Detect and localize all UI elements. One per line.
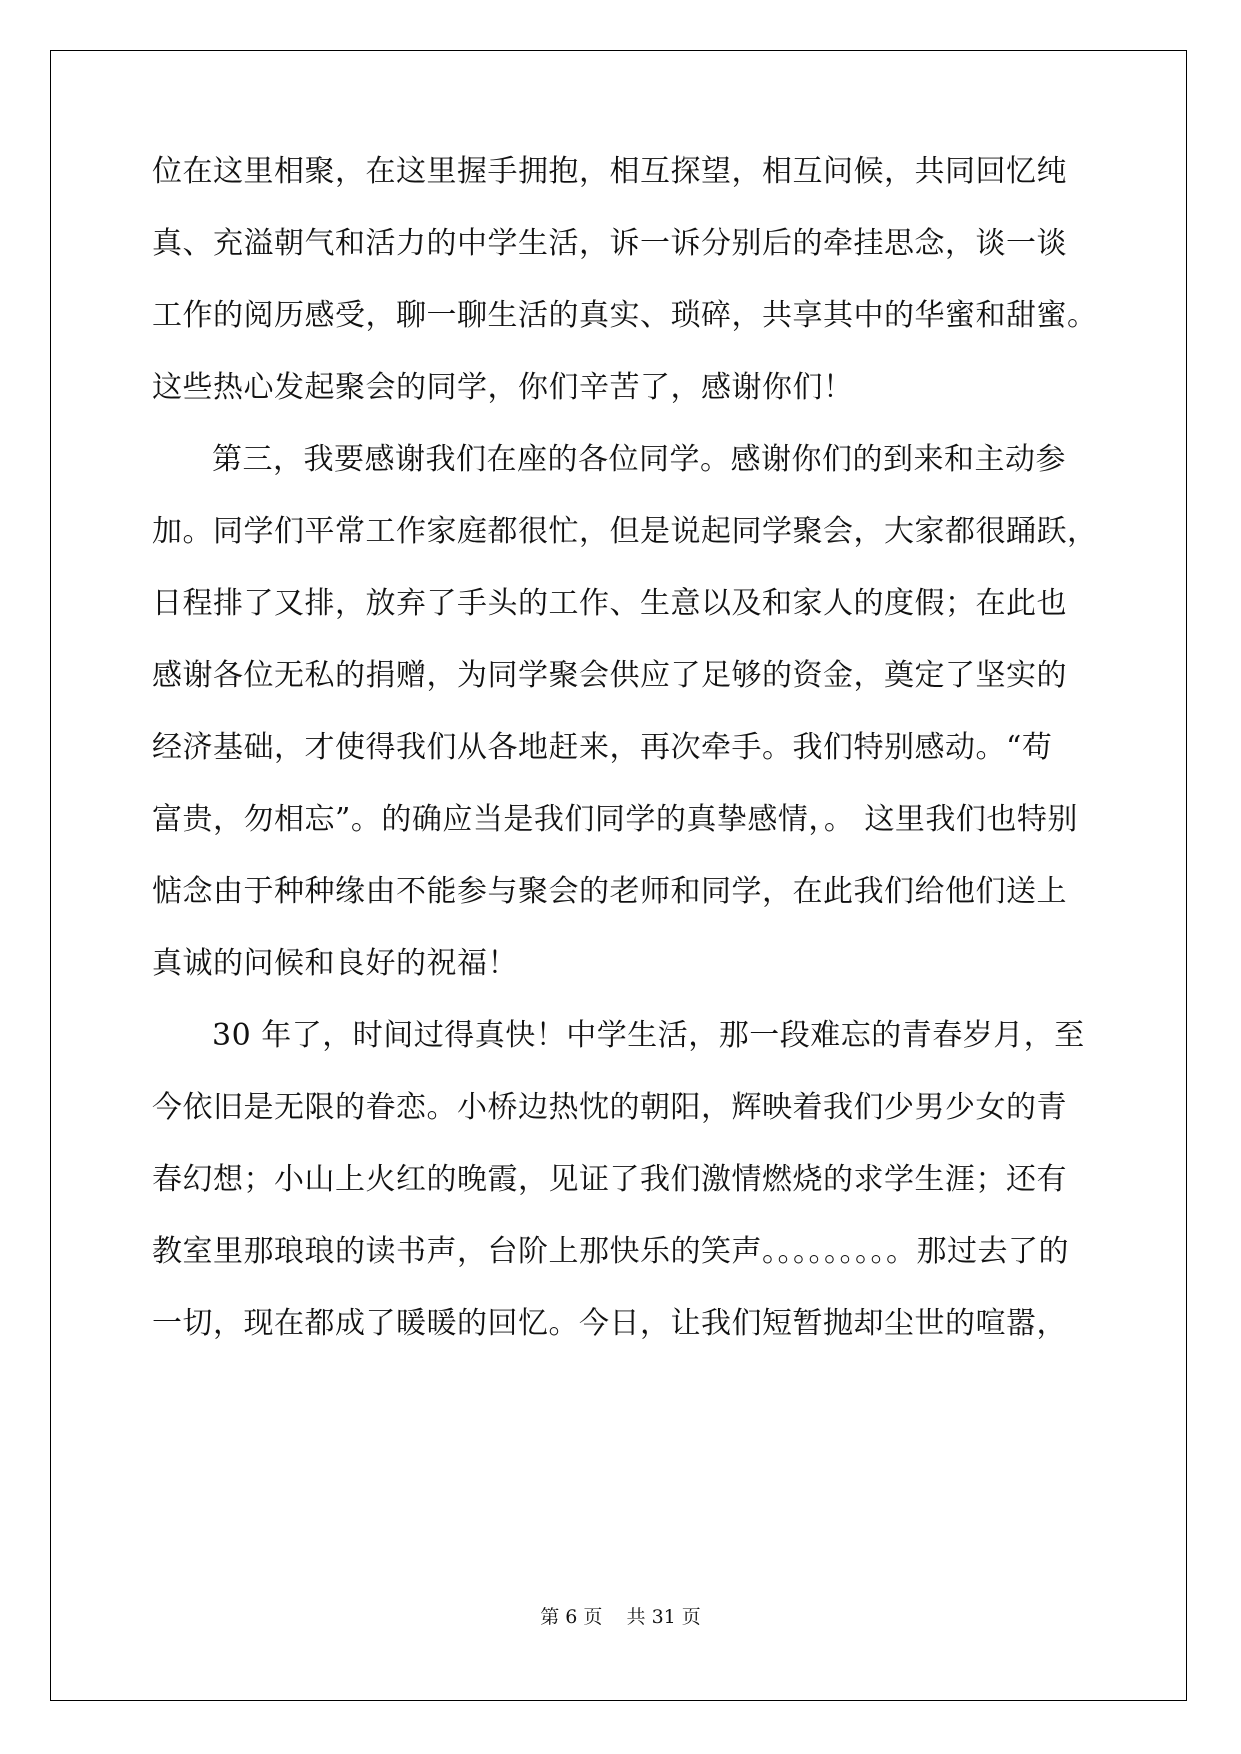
page-footer <box>0 1605 1241 1629</box>
text-line: 惦念由于种种缘由不能参与聚会的老师和同学，在此我们给他们送上 <box>152 874 1067 909</box>
text-line: 这些热心发起聚会的同学，你们辛苦了，感谢你们！ <box>152 370 854 405</box>
text-line: 日程排了又排，放弃了手头的工作、生意以及和家人的度假；在此也 <box>152 586 1067 621</box>
text-line: 真诚的问候和良好的祝福！ <box>152 946 518 981</box>
page-number: 第 6 页 <box>540 1606 603 1628</box>
text-line: 教室里那琅琅的读书声，台阶上那快乐的笑声。。。。。。。。。那过去了的 <box>152 1234 1069 1269</box>
text-line: 今依旧是无限的眷恋。小桥边热忱的朝阳，辉映着我们少男少女的青 <box>152 1090 1067 1125</box>
text-line: 工作的阅历感受，聊一聊生活的真实、琐碎，共享其中的华蜜和甜蜜。 <box>152 298 1098 333</box>
text-line: 春幻想；小山上火红的晚霞，见证了我们激情燃烧的求学生涯；还有 <box>152 1162 1067 1197</box>
text-line: 真、充溢朝气和活力的中学生活，诉一诉分别后的牵挂思念，谈一谈 <box>152 226 1067 261</box>
text-line: 30 年了，时间过得真快！中学生活，那一段难忘的青春岁月，至 <box>212 1018 1085 1053</box>
text-line: 加。同学们平常工作家庭都很忙，但是说起同学聚会，大家都很踊跃， <box>152 514 1098 549</box>
text-line: 富贵，勿相忘”。的确应当是我们同学的真挚感情，。 这里我们也特别 <box>152 802 1078 837</box>
text-line: 感谢各位无私的捐赠，为同学聚会供应了足够的资金，奠定了坚实的 <box>152 658 1067 693</box>
page-total: 共 31 页 <box>626 1606 701 1628</box>
text-line: 经济基础，才使得我们从各地赶来，再次牵手。我们特别感动。“苟 <box>152 730 1053 765</box>
text-line: 一切，现在都成了暖暖的回忆。今日，让我们短暂抛却尘世的喧嚣， <box>152 1306 1067 1341</box>
text-line: 位在这里相聚，在这里握手拥抱，相互探望，相互问候，共同回忆纯 <box>152 154 1067 189</box>
text-line: 第三，我要感谢我们在座的各位同学。感谢你们的到来和主动参 <box>212 442 1066 477</box>
